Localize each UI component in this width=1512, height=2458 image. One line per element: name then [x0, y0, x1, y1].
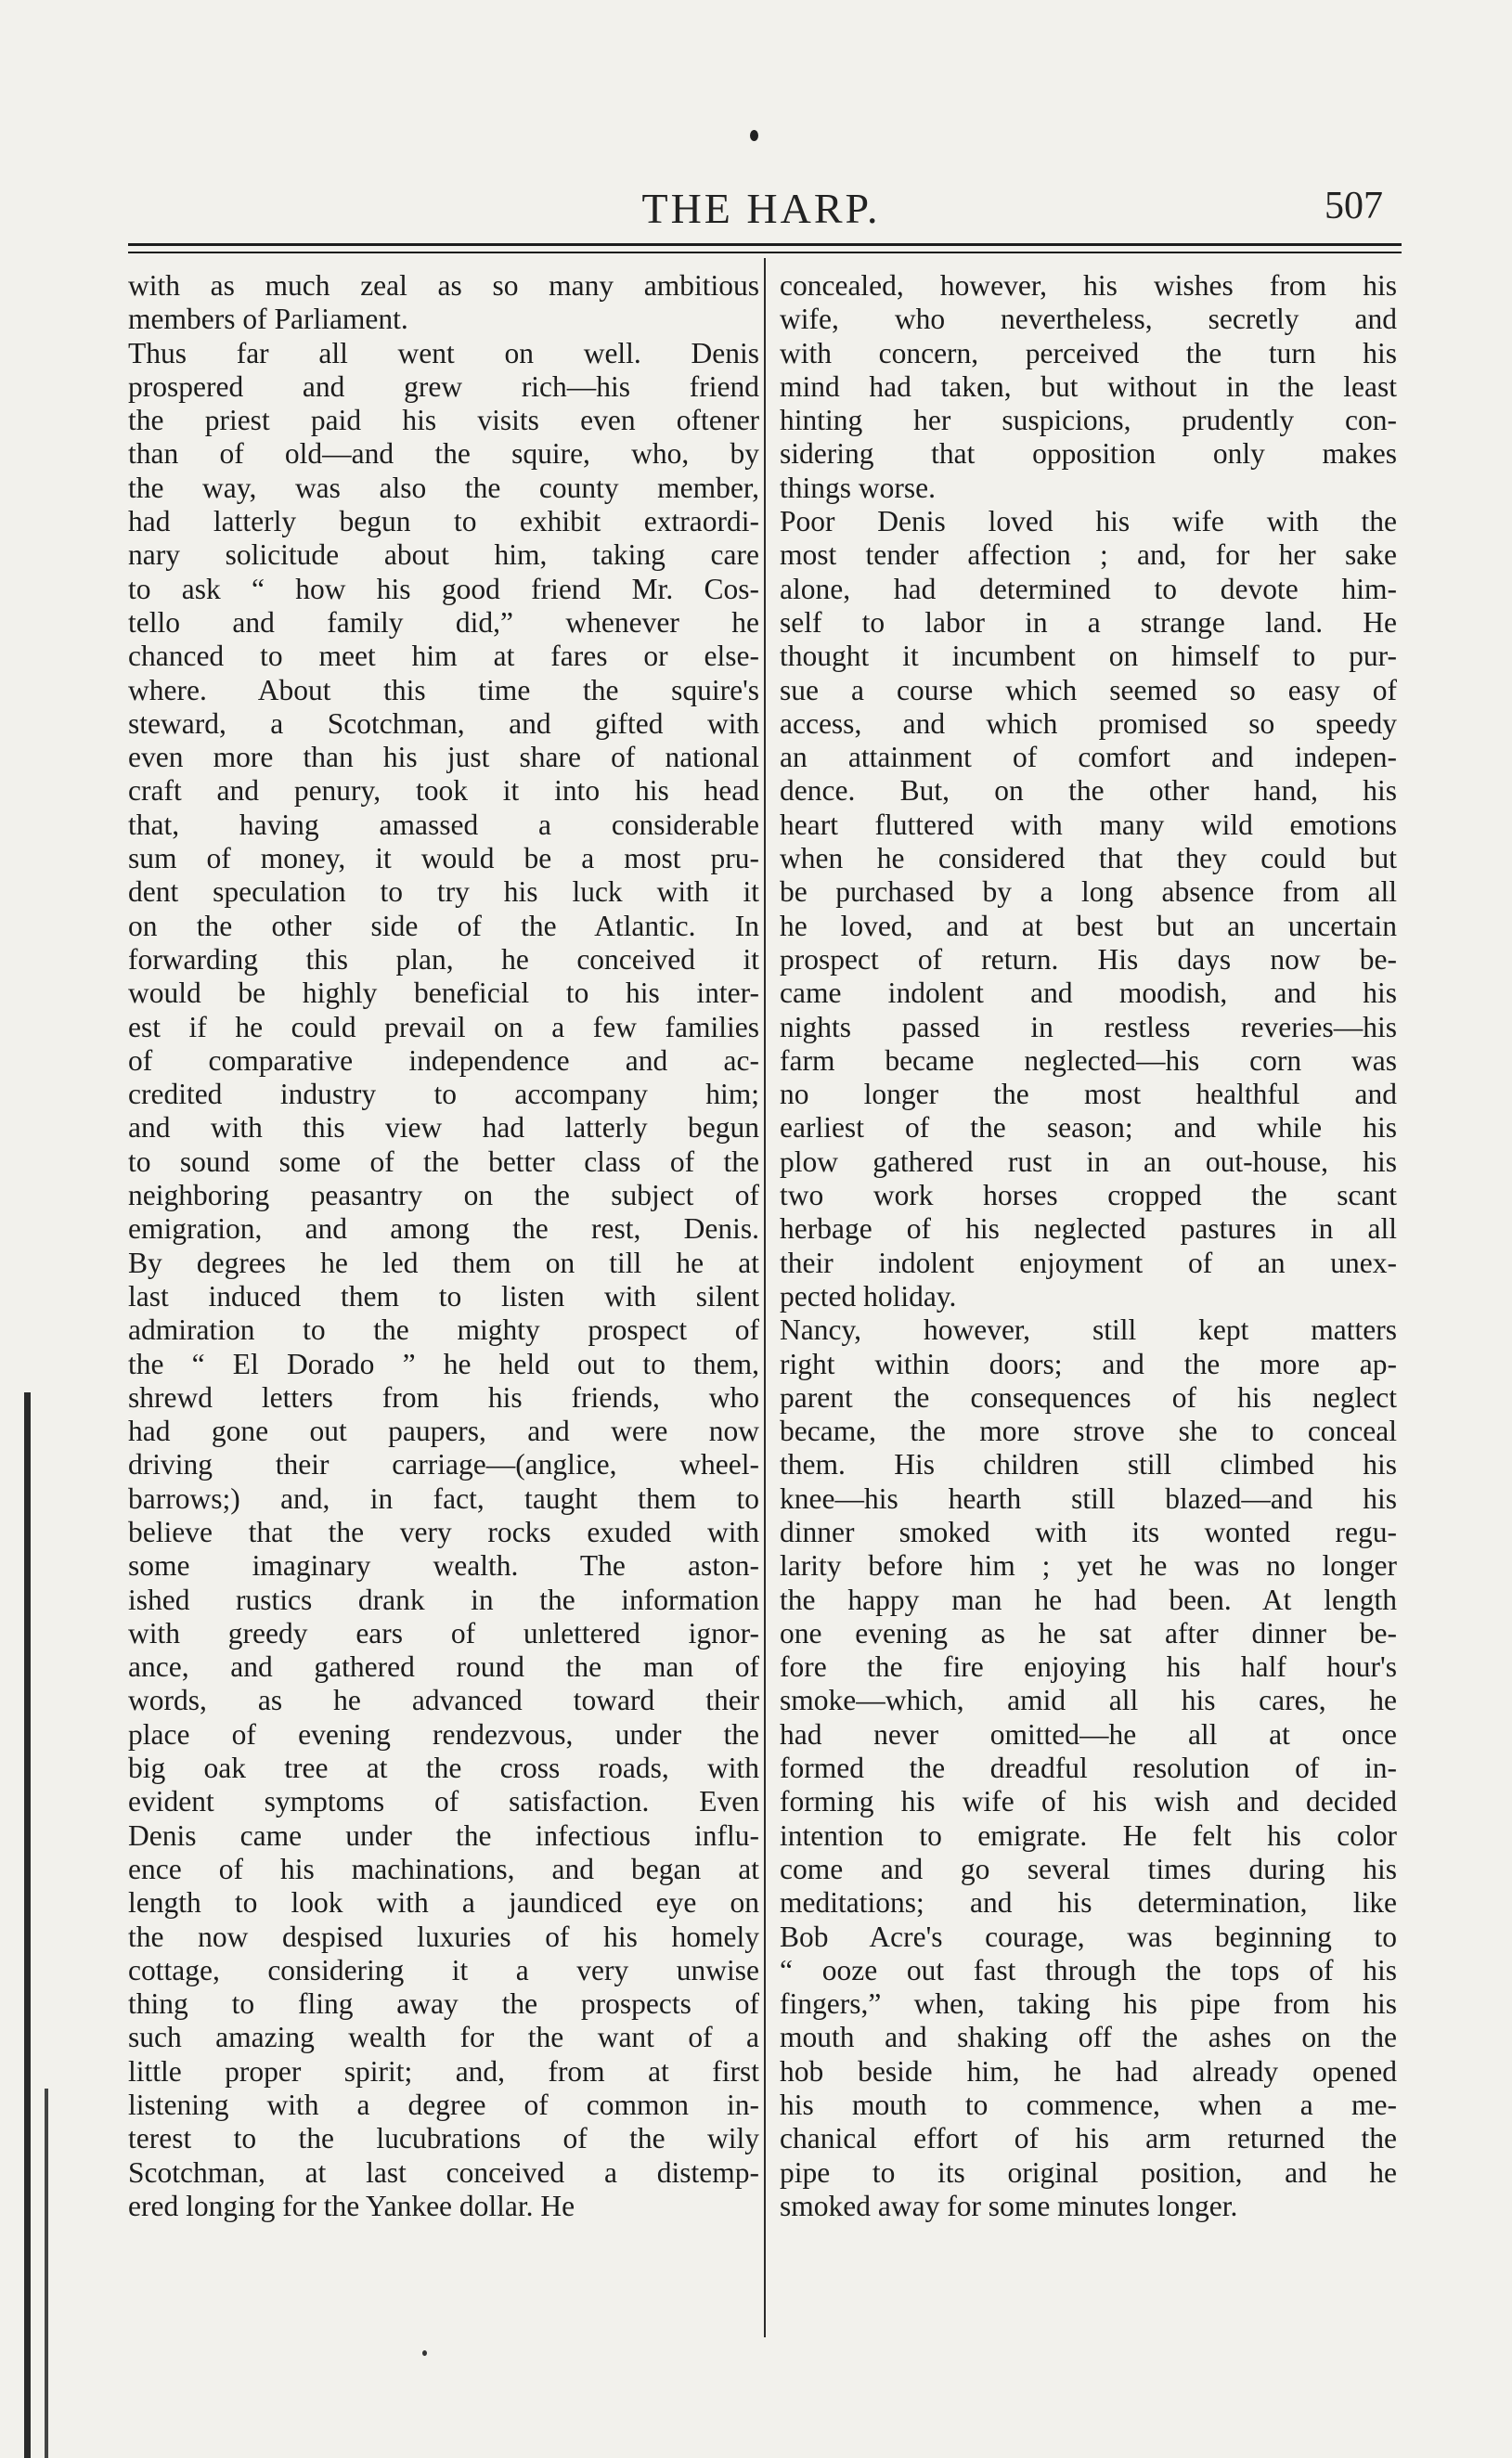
text-line: right within doors; and the more ap- — [780, 1347, 1397, 1380]
header-rule — [128, 243, 1402, 246]
text-line: chanced to meet him at fares or else- — [128, 640, 759, 673]
text-line: hinting her suspicions, prudently con- — [780, 404, 1397, 437]
text-line: ance, and gathered round the man of — [128, 1650, 759, 1684]
text-line: would be highly beneficial to his inter- — [128, 977, 759, 1010]
text-line: plow gathered rust in an out-house, his — [780, 1145, 1397, 1178]
text-line: to ask “ how his good friend Mr. Cos- — [128, 572, 759, 605]
text-line: pected holiday. — [780, 1279, 957, 1313]
text-line: became, the more strove she to conceal — [780, 1415, 1397, 1448]
text-column-right — [780, 269, 1397, 2223]
text-line: sidering that opposition only makes — [780, 437, 1397, 471]
text-line: with greedy ears of unlettered ignor- — [128, 1616, 759, 1649]
text-line: nary solicitude about him, taking care — [128, 538, 759, 572]
text-line: self to labor in a strange land. He — [780, 605, 1397, 639]
text-line: the “ El Dorado ” he held out to them, — [128, 1347, 759, 1380]
text-line: forming his wife of his wish and decided — [780, 1785, 1397, 1818]
text-line: fingers,” when, taking his pipe from his — [780, 1987, 1397, 2021]
text-line: thought it incumbent on himself to pur- — [780, 640, 1397, 673]
text-line: sue a course which seemed so easy of — [780, 673, 1397, 706]
text-line: to sound some of the better class of the — [128, 1145, 759, 1178]
text-line: steward, a Scotchman, and gifted with — [128, 706, 759, 740]
text-line: some imaginary wealth. The aston- — [128, 1549, 759, 1583]
text-line: hob beside him, he had already opened — [780, 2054, 1397, 2088]
text-line: two work horses cropped the scant — [780, 1179, 1397, 1212]
text-line: than of old—and the squire, who, by — [128, 437, 759, 471]
text-line: the now despised luxuries of his homely — [128, 1920, 759, 1953]
text-line: mouth and shaking off the ashes on the — [780, 2021, 1397, 2054]
text-column-left — [128, 269, 759, 2223]
text-line: he loved, and at best but an uncertain — [780, 909, 1397, 942]
text-line: admiration to the mighty prospect of — [128, 1313, 759, 1347]
text-line: believe that the very rocks exuded with — [128, 1515, 759, 1548]
text-line: ered longing for the Yankee dollar. He — [128, 2189, 575, 2222]
text-line: wife, who nevertheless, secretly and — [780, 303, 1397, 336]
page-number: 507 — [1325, 185, 1383, 227]
column-divider — [764, 258, 766, 2337]
text-line: By degrees he led them on till he at — [128, 1246, 759, 1279]
text-line: chanical effort of his arm returned the — [780, 2122, 1397, 2155]
text-line: dent speculation to try his luck with it — [128, 875, 759, 909]
text-line: nights passed in restless reveries—his — [780, 1010, 1397, 1043]
text-line: Thus far all went on well. Denis — [128, 336, 759, 369]
text-line: prospect of return. His days now be- — [780, 942, 1397, 976]
text-line: dence. But, on the other hand, his — [780, 774, 1397, 808]
ink-speck — [750, 130, 758, 141]
text-line: ished rustics drank in the information — [128, 1583, 759, 1616]
text-line: had gone out paupers, and were now — [128, 1415, 759, 1448]
text-line: with concern, perceived the turn his — [780, 336, 1397, 369]
binding-shadow — [45, 2089, 48, 2458]
text-line: big oak tree at the cross roads, with — [128, 1752, 759, 1785]
text-line: their indolent enjoyment of an unex- — [780, 1246, 1397, 1279]
text-line: fore the fire enjoying his half hour's — [780, 1650, 1397, 1684]
text-line: thing to fling away the prospects of — [128, 1987, 759, 2021]
text-line: come and go several times during his — [780, 1852, 1397, 1885]
text-line: craft and penury, took it into his head — [128, 774, 759, 808]
text-line: be purchased by a long absence from all — [780, 875, 1397, 909]
text-line: tello and family did,” whenever he — [128, 605, 759, 639]
text-line: listening with a degree of common in- — [128, 2089, 759, 2122]
text-line: concealed, however, his wishes from his — [780, 269, 1397, 302]
text-line: an attainment of comfort and indepen- — [780, 741, 1397, 774]
text-line: no longer the most healthful and — [780, 1078, 1397, 1111]
text-line: larity before him ; yet he was no longer — [780, 1549, 1397, 1583]
text-line: neighboring peasantry on the subject of — [128, 1179, 759, 1212]
text-line: and with this view had latterly begun — [128, 1111, 759, 1145]
ink-speck — [422, 2350, 427, 2356]
text-line: them. His children still climbed his — [780, 1448, 1397, 1481]
text-line: pipe to its original position, and he — [780, 2155, 1397, 2189]
text-line: his mouth to commence, when a me- — [780, 2089, 1397, 2122]
binding-shadow — [24, 1392, 31, 2458]
text-line: when he considered that they could but — [780, 842, 1397, 875]
text-line: forwarding this plan, he conceived it — [128, 942, 759, 976]
text-line: had never omitted—he all at once — [780, 1717, 1397, 1751]
text-line: barrows;) and, in fact, taught them to — [128, 1481, 759, 1515]
text-line: knee—his hearth still blazed—and his — [780, 1481, 1397, 1515]
text-line: evident symptoms of satisfaction. Even — [128, 1785, 759, 1818]
text-line: had latterly begun to exhibit extraordi- — [128, 505, 759, 538]
text-line: Poor Denis loved his wife with the — [780, 505, 1397, 538]
text-line: alone, had determined to devote him- — [780, 572, 1397, 605]
text-line: one evening as he sat after dinner be- — [780, 1616, 1397, 1649]
text-line: on the other side of the Atlantic. In — [128, 909, 759, 942]
text-line: prospered and grew rich—his friend — [128, 369, 759, 403]
text-line: sum of money, it would be a most pru- — [128, 842, 759, 875]
running-title: THE HARP. — [641, 185, 881, 232]
text-line: with as much zeal as so many ambitious — [128, 269, 759, 302]
text-line: shrewd letters from his friends, who — [128, 1380, 759, 1414]
text-line: of comparative independence and ac- — [128, 1043, 759, 1077]
text-line: farm became neglected—his corn was — [780, 1043, 1397, 1077]
text-line: credited industry to accompany him; — [128, 1078, 759, 1111]
text-line: terest to the lucubrations of the wily — [128, 2122, 759, 2155]
text-line: things worse. — [780, 471, 936, 504]
text-line: intention to emigrate. He felt his color — [780, 1818, 1397, 1852]
header-rule — [128, 252, 1402, 253]
text-line: “ ooze out fast through the tops of his — [780, 1953, 1397, 1986]
text-line: Denis came under the infectious influ- — [128, 1818, 759, 1852]
text-line: such amazing wealth for the want of a — [128, 2021, 759, 2054]
text-line: the priest paid his visits even oftener — [128, 404, 759, 437]
text-line: members of Parliament. — [128, 303, 408, 336]
text-line: emigration, and among the rest, Denis. — [128, 1212, 759, 1246]
text-line: Bob Acre's courage, was beginning to — [780, 1920, 1397, 1953]
text-line: Scotchman, at last conceived a distemp- — [128, 2155, 759, 2189]
text-line: driving their carriage—(anglice, wheel- — [128, 1448, 759, 1481]
text-line: smoke—which, amid all his cares, he — [780, 1684, 1397, 1717]
text-line: dinner smoked with its wonted regu- — [780, 1515, 1397, 1548]
text-line: place of evening rendezvous, under the — [128, 1717, 759, 1751]
text-line: est if he could prevail on a few families — [128, 1010, 759, 1043]
text-line: ence of his machinations, and began at — [128, 1852, 759, 1885]
text-line: mind had taken, but without in the least — [780, 369, 1397, 403]
text-line: most tender affection ; and, for her sake — [780, 538, 1397, 572]
text-line: heart fluttered with many wild emotions — [780, 808, 1397, 841]
text-line: access, and which promised so speedy — [780, 706, 1397, 740]
text-line: little proper spirit; and, from at first — [128, 2054, 759, 2088]
text-line: where. About this time the squire's — [128, 673, 759, 706]
text-line: formed the dreadful resolution of in- — [780, 1752, 1397, 1785]
text-line: the way, was also the county member, — [128, 471, 759, 504]
text-line: earliest of the season; and while his — [780, 1111, 1397, 1145]
text-line: parent the consequences of his neglect — [780, 1380, 1397, 1414]
text-line: came indolent and moodish, and his — [780, 977, 1397, 1010]
text-line: that, having amassed a considerable — [128, 808, 759, 841]
text-line: length to look with a jaundiced eye on — [128, 1886, 759, 1920]
text-line: words, as he advanced toward their — [128, 1684, 759, 1717]
text-line: herbage of his neglected pastures in all — [780, 1212, 1397, 1246]
text-line: the happy man he had been. At length — [780, 1583, 1397, 1616]
text-line: meditations; and his determination, like — [780, 1886, 1397, 1920]
text-line: Nancy, however, still kept matters — [780, 1313, 1397, 1347]
text-line: smoked away for some minutes longer. — [780, 2189, 1238, 2222]
text-line: cottage, considering it a very unwise — [128, 1953, 759, 1986]
text-line: even more than his just share of national — [128, 741, 759, 774]
text-line: last induced them to listen with silent — [128, 1279, 759, 1313]
